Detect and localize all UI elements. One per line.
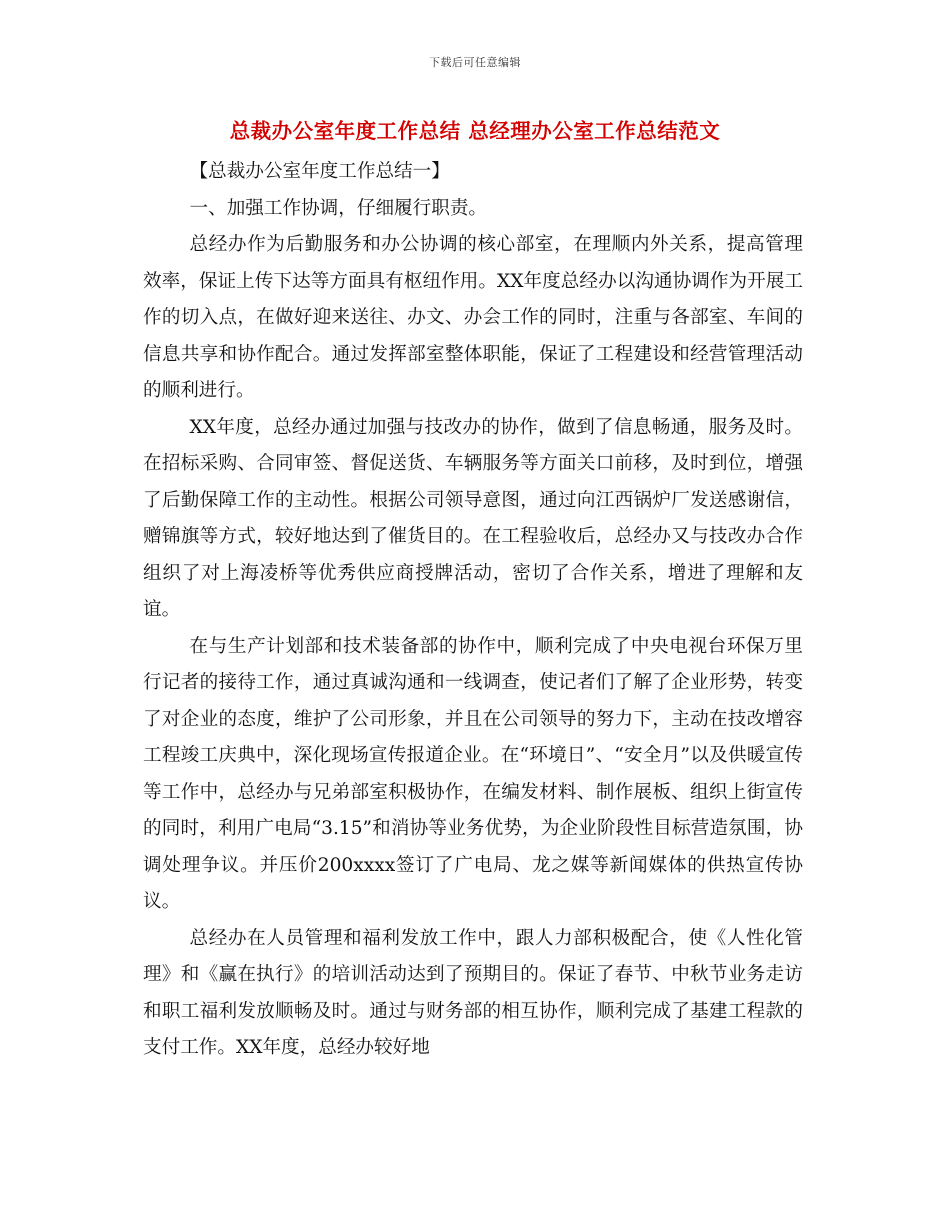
paragraph: 总经办作为后勤服务和办公协调的核心部室，在理顺内外关系，提高管理效率，保证上传下达等方面具有枢纽作用。XX年度总经办以沟通协调作为开展工作的切入点，在做好迎来送往、办文、办会工作的同时，注重与各部室、车间的信息共享和协作配合。通过发挥部室整体职能，保证了工程建设和经营管理活动的顺利进行。 bbox=[143, 234, 803, 401]
section-heading: 【总裁办公室年度工作总结一】 bbox=[189, 161, 450, 182]
subheading: 一、加强工作协调，仔细履行职责。 bbox=[189, 197, 488, 219]
paragraph: 总经办在人员管理和福利发放工作中，跟人力部积极配合，使《人性化管理》和《赢在执行》的培训活动达到了预期目的。保证了春节、中秋节业务走访和职工福利发放顺畅及时。通过与财务部的相互协作，顺利完成了基建工程款的支付工作。XX年度，总经办较好地 bbox=[143, 927, 803, 1058]
header-note: 下载后可任意编辑 bbox=[429, 56, 521, 69]
document-body bbox=[143, 154, 803, 1067]
paragraph: 在与生产计划部和技术装备部的协作中，顺利完成了中央电视台环保万里行记者的接待工作，通过真诚沟通和一线调查，使记者们了解了企业形势，转变了对企业的态度，维护了公司形象，并且在公司领导的努力下，主动在技改增容工程竣工庆典中，深化现场宣传报道企业。在“环境日”、“安全月”以及供暖宣传等工作中，总经办与兄弟部室积极协作，在编发材料、制作展板、组织上街宣传的同时，利用广电局“3.15”和消协等业务优势，为企业阶段性目标营造氛围，协调处理争议。并压价200xxxx签订了广电局、龙之媒等新闻媒体的供热宣传协议。 bbox=[143, 635, 803, 912]
paragraph: XX年度，总经办通过加强与技改办的协作，做到了信息畅通，服务及时。在招标采购、合同审签、督促送货、车辆服务等方面关口前移，及时到位，增强了后勤保障工作的主动性。根据公司领导意图，通过向江西锅炉厂发送感谢信，赠锦旗等方式，较好地达到了催货目的。在工程验收后，总经办又与技改办合作组织了对上海凌桥等优秀供应商授牌活动，密切了合作关系，增进了理解和友谊。 bbox=[143, 416, 803, 620]
document-title: 总裁办公室年度工作总结 总经理办公室工作总结范文 bbox=[229, 119, 721, 143]
